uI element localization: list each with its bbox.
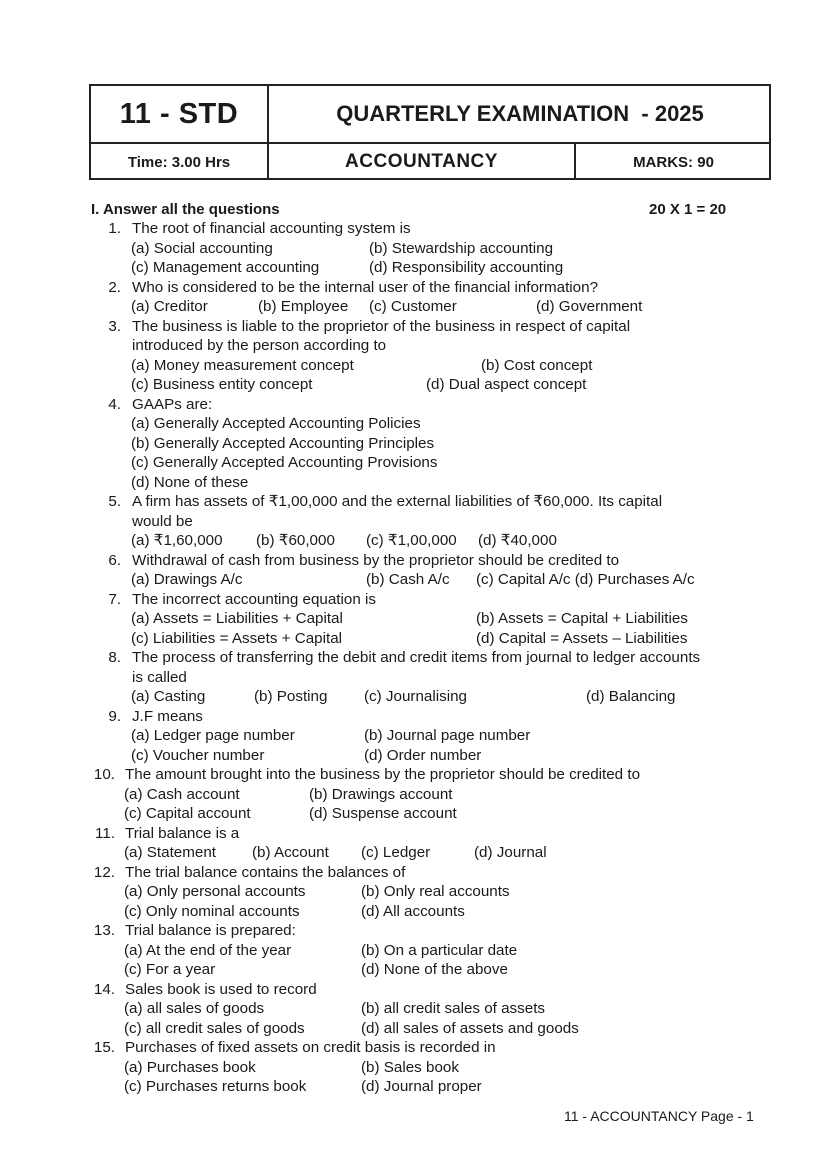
question-text: Who is considered to be the internal user of the financial information? bbox=[132, 278, 599, 296]
answer-option: (b) ₹60,000 bbox=[256, 532, 335, 549]
question-text: The business is liable to the proprietor of the business in respect of capital bbox=[132, 317, 631, 335]
answer-option: (c) Capital account bbox=[124, 805, 251, 822]
answer-option: (c) Purchases returns book bbox=[124, 1078, 307, 1095]
question-item bbox=[0, 863, 826, 922]
answer-option: (d) Journal bbox=[474, 844, 547, 861]
question-item bbox=[0, 921, 826, 980]
standard-label: 11 - STD bbox=[119, 97, 239, 130]
answer-option: (d) all sales of assets and goods bbox=[361, 1019, 579, 1037]
section-title: I. Answer all the questions bbox=[91, 201, 280, 218]
question-text: would be bbox=[132, 512, 193, 530]
answer-option: (a) Cash account bbox=[124, 785, 240, 803]
question-text: Trial balance is prepared: bbox=[125, 922, 296, 939]
answer-option: (a) Purchases book bbox=[124, 1058, 256, 1076]
answer-option: (a) Money measurement concept bbox=[131, 356, 354, 374]
question-number: 8. bbox=[108, 649, 121, 666]
question-line bbox=[0, 765, 826, 785]
answer-option: (a) Generally Accepted Accounting Policies bbox=[131, 415, 421, 432]
question-item bbox=[0, 551, 826, 590]
question-text: A firm has assets of ₹1,00,000 and the external liabilities of ₹60,000. Its capital bbox=[132, 493, 663, 510]
option-row bbox=[0, 629, 826, 649]
answer-option: (c) Journalising bbox=[364, 688, 467, 705]
answer-option: (a) Only personal accounts bbox=[124, 883, 306, 900]
question-item bbox=[0, 278, 826, 317]
question-line bbox=[0, 219, 826, 239]
answer-option: (b) Drawings account bbox=[309, 785, 453, 803]
answer-option: (c) Customer bbox=[369, 298, 457, 315]
answer-option: (c) Management accounting bbox=[131, 259, 320, 276]
option-row bbox=[0, 1077, 826, 1097]
question-line bbox=[0, 707, 826, 727]
question-number: 7. bbox=[108, 590, 121, 608]
option-row bbox=[0, 473, 826, 493]
answer-option: (b) Sales book bbox=[361, 1058, 459, 1076]
answer-option: (a) Ledger page number bbox=[131, 727, 295, 744]
option-row bbox=[0, 1019, 826, 1039]
question-item bbox=[0, 492, 826, 551]
answer-option: (a) ₹1,60,000 bbox=[131, 532, 223, 549]
option-row bbox=[0, 687, 826, 707]
question-text: Purchases of fixed assets on credit basis is recorded in bbox=[125, 1039, 496, 1056]
exam-title: QUARTERLY EXAMINATION - 2025 bbox=[336, 101, 704, 126]
question-item bbox=[0, 317, 826, 395]
answer-option: (b) Cash A/c bbox=[366, 571, 450, 588]
answer-option: (d) None of these bbox=[131, 473, 249, 491]
answer-option: (a) Casting bbox=[131, 688, 206, 705]
question-number: 14. bbox=[93, 980, 115, 998]
question-line bbox=[0, 492, 826, 512]
answer-option: (c) Business entity concept bbox=[131, 376, 313, 393]
answer-option: (a) At the end of the year bbox=[124, 941, 292, 959]
question-item bbox=[0, 1038, 826, 1097]
question-item bbox=[0, 590, 826, 649]
answer-option: (a) Drawings A/c bbox=[131, 571, 243, 588]
question-text: introduced by the person according to bbox=[132, 337, 387, 354]
marks-label: MARKS: 90 bbox=[633, 153, 714, 171]
question-number: 5. bbox=[108, 493, 121, 510]
question-line bbox=[0, 863, 826, 883]
option-row bbox=[0, 258, 826, 278]
answer-option: (b) Posting bbox=[254, 688, 328, 705]
answer-option: (a) Assets = Liabilities + Capital bbox=[131, 610, 343, 627]
question-item bbox=[0, 980, 826, 1039]
question-item bbox=[0, 824, 826, 863]
option-row bbox=[0, 239, 826, 259]
answer-option: (d) Capital = Assets – Liabilities bbox=[476, 629, 688, 647]
option-row bbox=[0, 297, 826, 317]
question-line bbox=[0, 395, 826, 415]
option-row bbox=[0, 356, 826, 376]
question-text: Withdrawal of cash from business by the proprietor should be credited to bbox=[132, 551, 620, 569]
option-row bbox=[0, 843, 826, 863]
question-line bbox=[0, 512, 826, 532]
question-item bbox=[0, 219, 826, 278]
answer-option: (c) Generally Accepted Accounting Provisions bbox=[131, 454, 438, 471]
subject-label: ACCOUNTANCY bbox=[345, 151, 498, 172]
answer-option: (c) Voucher number bbox=[131, 746, 265, 764]
question-line bbox=[0, 824, 826, 844]
answer-option: (d) Suspense account bbox=[309, 805, 457, 822]
answer-option: (b) Stewardship accounting bbox=[369, 239, 554, 257]
answer-option: (c) Only nominal accounts bbox=[124, 902, 300, 920]
question-number: 6. bbox=[108, 551, 121, 569]
question-text: Trial balance is a bbox=[125, 824, 240, 842]
answer-option: (a) Statement bbox=[124, 844, 217, 861]
question-text: J.F means bbox=[132, 707, 203, 725]
time-label: Time: 3.00 Hrs bbox=[127, 153, 231, 171]
answer-option: (a) Creditor bbox=[131, 298, 208, 315]
option-row bbox=[0, 785, 826, 805]
answer-option: (d) Dual aspect concept bbox=[426, 376, 587, 393]
answer-option: (d) Balancing bbox=[586, 688, 676, 705]
option-row bbox=[0, 375, 826, 395]
option-row bbox=[0, 531, 826, 551]
exam-header-table bbox=[89, 84, 771, 180]
option-row bbox=[0, 882, 826, 902]
question-line bbox=[0, 980, 826, 1000]
question-number: 15. bbox=[93, 1039, 115, 1056]
question-text: Sales book is used to record bbox=[125, 980, 317, 998]
page-footer: 11 - ACCOUNTANCY Page - 1 bbox=[564, 1108, 754, 1124]
question-number: 12. bbox=[93, 863, 115, 881]
answer-option: (b) Account bbox=[252, 844, 329, 861]
question-text: The trial balance contains the balances of bbox=[125, 863, 406, 881]
option-row bbox=[0, 960, 826, 980]
answer-option: (b) Assets = Capital + Liabilities bbox=[476, 610, 688, 627]
answer-option: (b) Employee bbox=[258, 298, 349, 315]
question-number: 1. bbox=[108, 220, 121, 237]
option-row bbox=[0, 1058, 826, 1078]
option-row bbox=[0, 414, 826, 434]
question-item bbox=[0, 707, 826, 766]
question-text: The process of transferring the debit and credit items from journal to ledger accounts bbox=[132, 649, 701, 666]
answer-option: (a) all sales of goods bbox=[124, 1000, 265, 1017]
question-number: 2. bbox=[108, 278, 121, 296]
question-line bbox=[0, 590, 826, 610]
question-text: The incorrect accounting equation is bbox=[132, 590, 376, 608]
answer-option: (c) Capital A/c (d) Purchases A/c bbox=[476, 571, 695, 588]
answer-option: (d) Order number bbox=[364, 746, 482, 764]
question-line bbox=[0, 1038, 826, 1058]
question-number: 11. bbox=[95, 824, 115, 842]
question-line bbox=[0, 668, 826, 688]
answer-option: (c) all credit sales of goods bbox=[124, 1019, 305, 1037]
answer-option: (d) ₹40,000 bbox=[478, 532, 557, 549]
option-row bbox=[0, 570, 826, 590]
answer-option: (b) all credit sales of assets bbox=[361, 1000, 546, 1017]
question-text: The root of financial accounting system is bbox=[132, 220, 411, 237]
section-marks: 20 X 1 = 20 bbox=[649, 201, 727, 218]
answer-option: (d) Government bbox=[536, 298, 643, 315]
question-item bbox=[0, 395, 826, 493]
answer-option: (c) Ledger bbox=[361, 844, 431, 861]
answer-option: (c) For a year bbox=[124, 961, 216, 978]
question-line bbox=[0, 317, 826, 337]
answer-option: (c) Liabilities = Assets + Capital bbox=[131, 629, 343, 647]
answer-option: (b) Only real accounts bbox=[361, 883, 510, 900]
question-line bbox=[0, 336, 826, 356]
answer-option: (d) Responsibility accounting bbox=[369, 259, 564, 276]
option-row bbox=[0, 726, 826, 746]
question-number: 9. bbox=[108, 707, 121, 725]
option-row bbox=[0, 746, 826, 766]
question-item bbox=[0, 648, 826, 707]
answer-option: (d) All accounts bbox=[361, 902, 465, 920]
answer-option: (a) Social accounting bbox=[131, 239, 273, 257]
answer-option: (b) Cost concept bbox=[481, 356, 593, 374]
question-item bbox=[0, 765, 826, 824]
answer-option: (d) Journal proper bbox=[361, 1078, 482, 1095]
option-row bbox=[0, 902, 826, 922]
option-row bbox=[0, 804, 826, 824]
question-line bbox=[0, 278, 826, 298]
question-number: 10. bbox=[93, 766, 115, 783]
option-row bbox=[0, 609, 826, 629]
question-text: The amount brought into the business by the proprietor should be credited to bbox=[125, 766, 641, 783]
option-row bbox=[0, 941, 826, 961]
answer-option: (c) ₹1,00,000 bbox=[366, 532, 457, 549]
option-row bbox=[0, 453, 826, 473]
answer-option: (b) On a particular date bbox=[361, 941, 518, 959]
question-number: 13. bbox=[93, 922, 115, 939]
answer-option: (d) None of the above bbox=[361, 961, 508, 978]
question-text: GAAPs are: bbox=[132, 395, 213, 413]
question-line bbox=[0, 648, 826, 668]
question-number: 3. bbox=[108, 317, 121, 335]
question-line bbox=[0, 921, 826, 941]
question-list bbox=[0, 219, 826, 1097]
question-line bbox=[0, 551, 826, 571]
option-row bbox=[0, 434, 826, 454]
answer-option: (b) Generally Accepted Accounting Principles bbox=[131, 434, 435, 452]
option-row bbox=[0, 999, 826, 1019]
question-number: 4. bbox=[108, 395, 121, 413]
question-text: is called bbox=[132, 668, 187, 686]
answer-option: (b) Journal page number bbox=[364, 727, 531, 744]
